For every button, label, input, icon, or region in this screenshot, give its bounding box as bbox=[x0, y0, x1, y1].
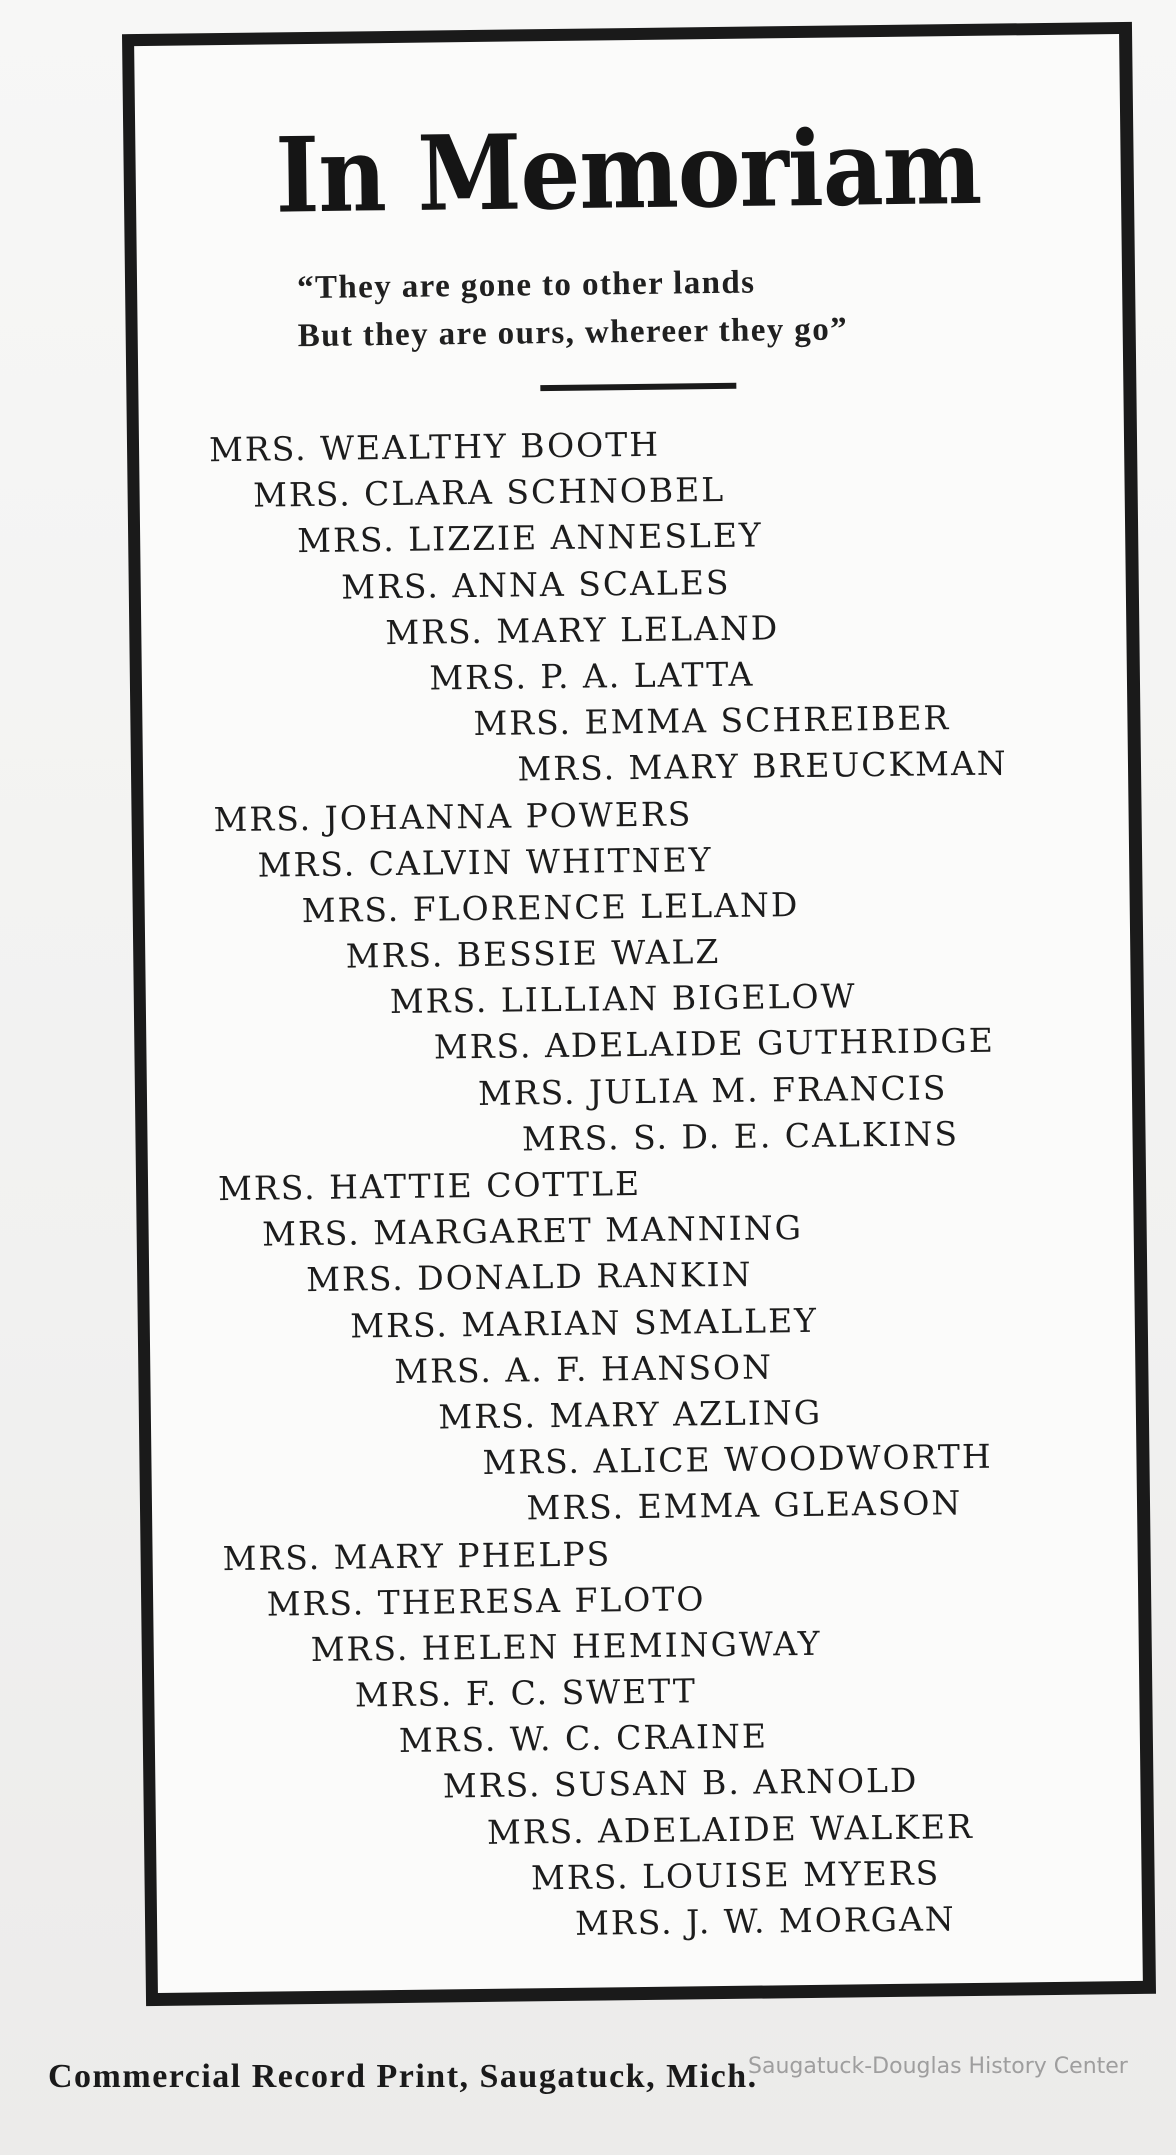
memorial-name: MRS. MARY AZLING bbox=[438, 1392, 823, 1437]
memorial-name: MRS. CLARA SCHNOBEL bbox=[252, 470, 726, 515]
memorial-name: MRS. HATTIE COTTLE bbox=[217, 1163, 642, 1209]
memorial-name: MRS. MARY LELAND bbox=[385, 608, 780, 652]
memorial-name: MRS. MARGARET MANNING bbox=[261, 1208, 804, 1254]
epigraph-quote bbox=[297, 257, 848, 360]
memorial-name: MRS. ADELAIDE WALKER bbox=[486, 1806, 975, 1852]
memorial-name: MRS. ANNA SCALES bbox=[341, 562, 731, 607]
printer-credit: Commercial Record Print, Saugatuck, Mich. bbox=[48, 2058, 758, 2095]
quote-line-1: “They are gone to other lands bbox=[296, 264, 756, 307]
memorial-name: MRS. W. C. CRAINE bbox=[398, 1716, 769, 1761]
memorial-border-frame bbox=[122, 22, 1156, 2006]
memorial-name: MRS. A. F. HANSON bbox=[394, 1347, 774, 1391]
memorial-names-list bbox=[209, 418, 1022, 1952]
memorial-name: MRS. JULIA M. FRANCIS bbox=[477, 1067, 948, 1113]
memorial-name: MRS. LIZZIE ANNESLEY bbox=[296, 515, 763, 561]
page-title: In Memoriam bbox=[274, 107, 982, 237]
memorial-name: MRS. MARIAN SMALLEY bbox=[350, 1300, 819, 1346]
memorial-name: MRS. BESSIE WALZ bbox=[345, 932, 721, 976]
memorial-name: MRS. P. A. LATTA bbox=[429, 654, 755, 698]
memorial-name: MRS. SUSAN B. ARNOLD bbox=[442, 1761, 919, 1806]
memorial-name: MRS. MARY PHELPS bbox=[222, 1533, 612, 1578]
memorial-name: MRS. LOUISE MYERS bbox=[530, 1853, 941, 1898]
memorial-name: MRS. FLORENCE LELAND bbox=[301, 884, 800, 930]
memorial-name: MRS. J. W. MORGAN bbox=[574, 1899, 956, 1943]
memorial-name: MRS. THERESA FLOTO bbox=[266, 1578, 706, 1624]
memorial-name: MRS. MARY BREUCKMAN bbox=[517, 743, 1008, 789]
memorial-name: MRS. EMMA GLEASON bbox=[526, 1483, 963, 1528]
memorial-name: MRS. HELEN HEMINGWAY bbox=[310, 1623, 822, 1669]
memorial-name: MRS. JOHANNA POWERS bbox=[213, 793, 693, 839]
divider-rule bbox=[540, 383, 736, 391]
memorial-name: MRS. DONALD RANKIN bbox=[305, 1255, 753, 1300]
memorial-name: MRS. WEALTHY BOOTH bbox=[208, 424, 661, 470]
watermark: Saugatuck-Douglas History Center bbox=[748, 2054, 1128, 2079]
memorial-name: MRS. S. D. E. CALKINS bbox=[521, 1113, 960, 1159]
memorial-name: MRS. ADELAIDE GUTHRIDGE bbox=[433, 1021, 996, 1067]
memorial-name: MRS. ALICE WOODWORTH bbox=[482, 1436, 993, 1483]
memorial-name: MRS. F. C. SWETT bbox=[354, 1671, 698, 1715]
quote-line-2: But they are ours, whereer they go” bbox=[297, 311, 849, 355]
memorial-name: MRS. CALVIN WHITNEY bbox=[257, 839, 713, 885]
memorial-name: MRS. EMMA SCHREIBER bbox=[473, 698, 951, 744]
memorial-name: MRS. LILLIAN BIGELOW bbox=[389, 976, 857, 1022]
